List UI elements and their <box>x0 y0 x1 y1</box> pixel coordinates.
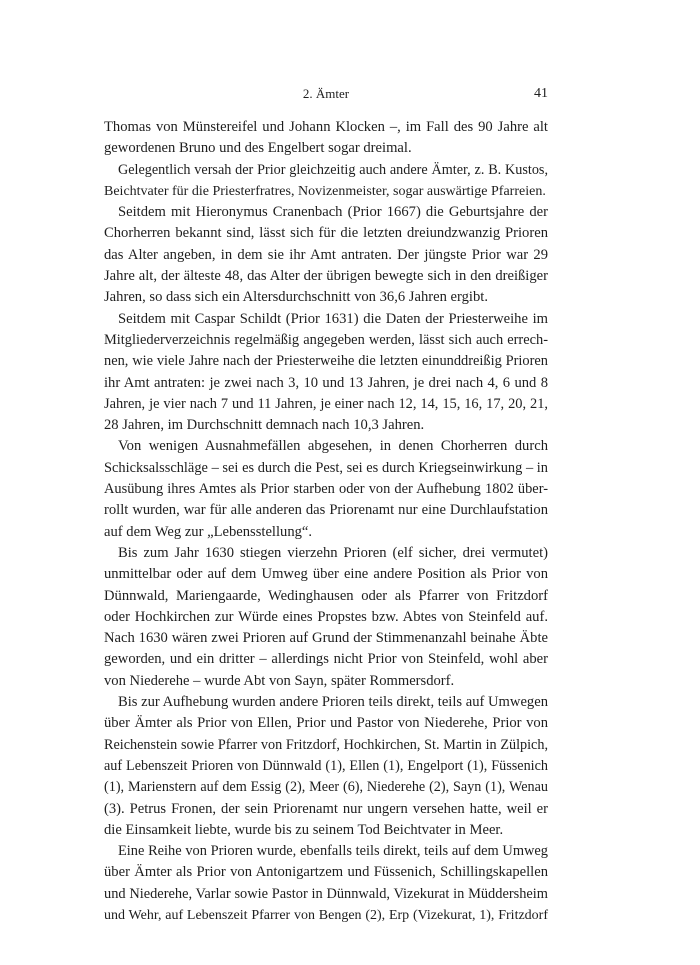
text-line: Nach 1630 wären zwei Prioren auf Grund der Stimmenanzahl beinahe Äbte <box>104 630 548 647</box>
text-line: Eine Reihe von Prioren wurde, ebenfalls teils direkt, teils auf dem Umweg <box>118 843 548 860</box>
text-line: Bis zur Aufhebung wurden andere Prioren teils direkt, teils auf Umwegen <box>118 694 548 711</box>
text-line: Jahren, so dass sich ein Altersdurchschnitt von 36,6 Jahren ergibt. <box>104 289 488 306</box>
text-line: Beichtvater für die Priesterfratres, Novizenmeister, sogar auswärtige Pfarreien. <box>104 183 546 199</box>
text-line: rollt wurden, war für alle anderen das Priorenamt nur eine Durchlaufstation <box>104 502 548 519</box>
text-line: Ausübung ihres Amtes als Prior starben oder von der Aufhebung 1802 über- <box>104 481 548 498</box>
text-line: über Ämter als Prior von Ellen, Prior und Pastor von Niederehe, Prior von <box>104 715 548 732</box>
text-line: und Niederehe, Varlar sowie Pastor in Dünnwald, Vizekurat in Müddersheim <box>104 885 548 902</box>
text-line: Von wenigen Ausnahmefällen abgesehen, in denen Chorherren durch <box>118 438 548 455</box>
body-text <box>104 117 548 926</box>
text-line: ihr Amt antraten: je zwei nach 3, 10 und 13 Jahren, je drei nach 4, 6 und 8 <box>104 374 548 391</box>
text-line: Jahre alt, der älteste 48, das Alter der übrigen bewegte sich in den dreißiger <box>104 268 548 285</box>
running-header <box>104 84 548 104</box>
text-line: Thomas von Münstereifel und Johann Klocken –, im Fall des 90 Jahre alt <box>104 119 548 135</box>
text-line: 28 Jahren, im Durchschnitt demnach nach 10,3 Jahren. <box>104 417 425 434</box>
text-line: Seitdem mit Caspar Schildt (Prior 1631) die Daten der Priesterweihe im <box>118 310 548 327</box>
text-line: und Wehr, auf Lebenszeit Pfarrer von Bengen (2), Erp (Vizekurat, 1), Fritzdorf <box>104 907 548 923</box>
text-line: auf Lebenszeit Prioren von Dünnwald (1), Ellen (1), Engelport (1), Füssenich <box>104 757 548 774</box>
text-line: Seitdem mit Hieronymus Cranenbach (Prior 1667) die Geburtsjahre der <box>118 204 548 221</box>
chapter-title: 2. Ämter <box>302 86 350 101</box>
text-line: die Einsamkeit liebte, wurde bis zu seinem Tod Beichtvater in Meer. <box>104 821 504 838</box>
text-line: (3). Petrus Fronen, der sein Priorenamt nur ungern versehen hatte, weil er <box>104 800 548 817</box>
page-number: 41 <box>534 86 548 101</box>
text-line: nen, wie viele Jahre nach der Priesterweihe die letzten einunddreißig Prioren <box>104 353 548 370</box>
text-line: (1), Marienstern auf dem Essig (2), Meer (6), Niederehe (2), Sayn (1), Wenau <box>104 779 548 796</box>
text-line: Mitgliederverzeichnis regelmäßig angegeben werden, lässt sich auch errech- <box>104 331 548 348</box>
text-line: unmittelbar oder auf dem Umweg über eine andere Position als Prior von <box>104 566 548 583</box>
text-line: oder Hochkirchen zur Würde eines Propstes bzw. Abtes von Steinfeld auf. <box>104 608 548 625</box>
text-line: gewordenen Bruno und des Engelbert sogar dreimal. <box>104 140 412 157</box>
text-line: Chorherren bekannt sind, lässt sich für die letzten dreiundzwanzig Prioren <box>104 225 548 242</box>
text-line: Bis zum Jahr 1630 stiegen vierzehn Prioren (elf sicher, drei vermutet) <box>118 544 548 561</box>
text-line: Schicksalsschläge – sei es durch die Pest, sei es durch Kriegseinwirkung – in <box>104 459 548 476</box>
text-line: Jahren, je vier nach 7 und 11 Jahren, je einer nach 12, 14, 15, 16, 17, 20, 21, <box>104 395 548 412</box>
text-line: über Ämter als Prior von Antonigartzem und Füssenich, Schillingskapellen <box>104 864 548 881</box>
text-line: geworden, und ein dritter – allerdings nicht Prior von Steinfeld, wohl aber <box>104 651 548 668</box>
text-line: auf dem Weg zur „Lebensstellung“. <box>104 523 313 540</box>
text-line: Dünnwald, Mariengaarde, Wedinghausen oder als Pfarrer von Fritzdorf <box>104 587 548 604</box>
text-line: Reichenstein sowie Pfarrer von Fritzdorf, Hochkirchen, St. Martin in Zülpich, <box>104 736 548 753</box>
text-line: Gelegentlich versah der Prior gleichzeitig auch andere Ämter, z. B. Kustos, <box>118 161 548 178</box>
text-line: das Alter angeben, in dem sie ihr Amt antraten. Der jüngste Prior war 29 <box>104 246 548 263</box>
text-line: von Niederehe – wurde Abt von Sayn, später Rommersdorf. <box>104 672 455 689</box>
